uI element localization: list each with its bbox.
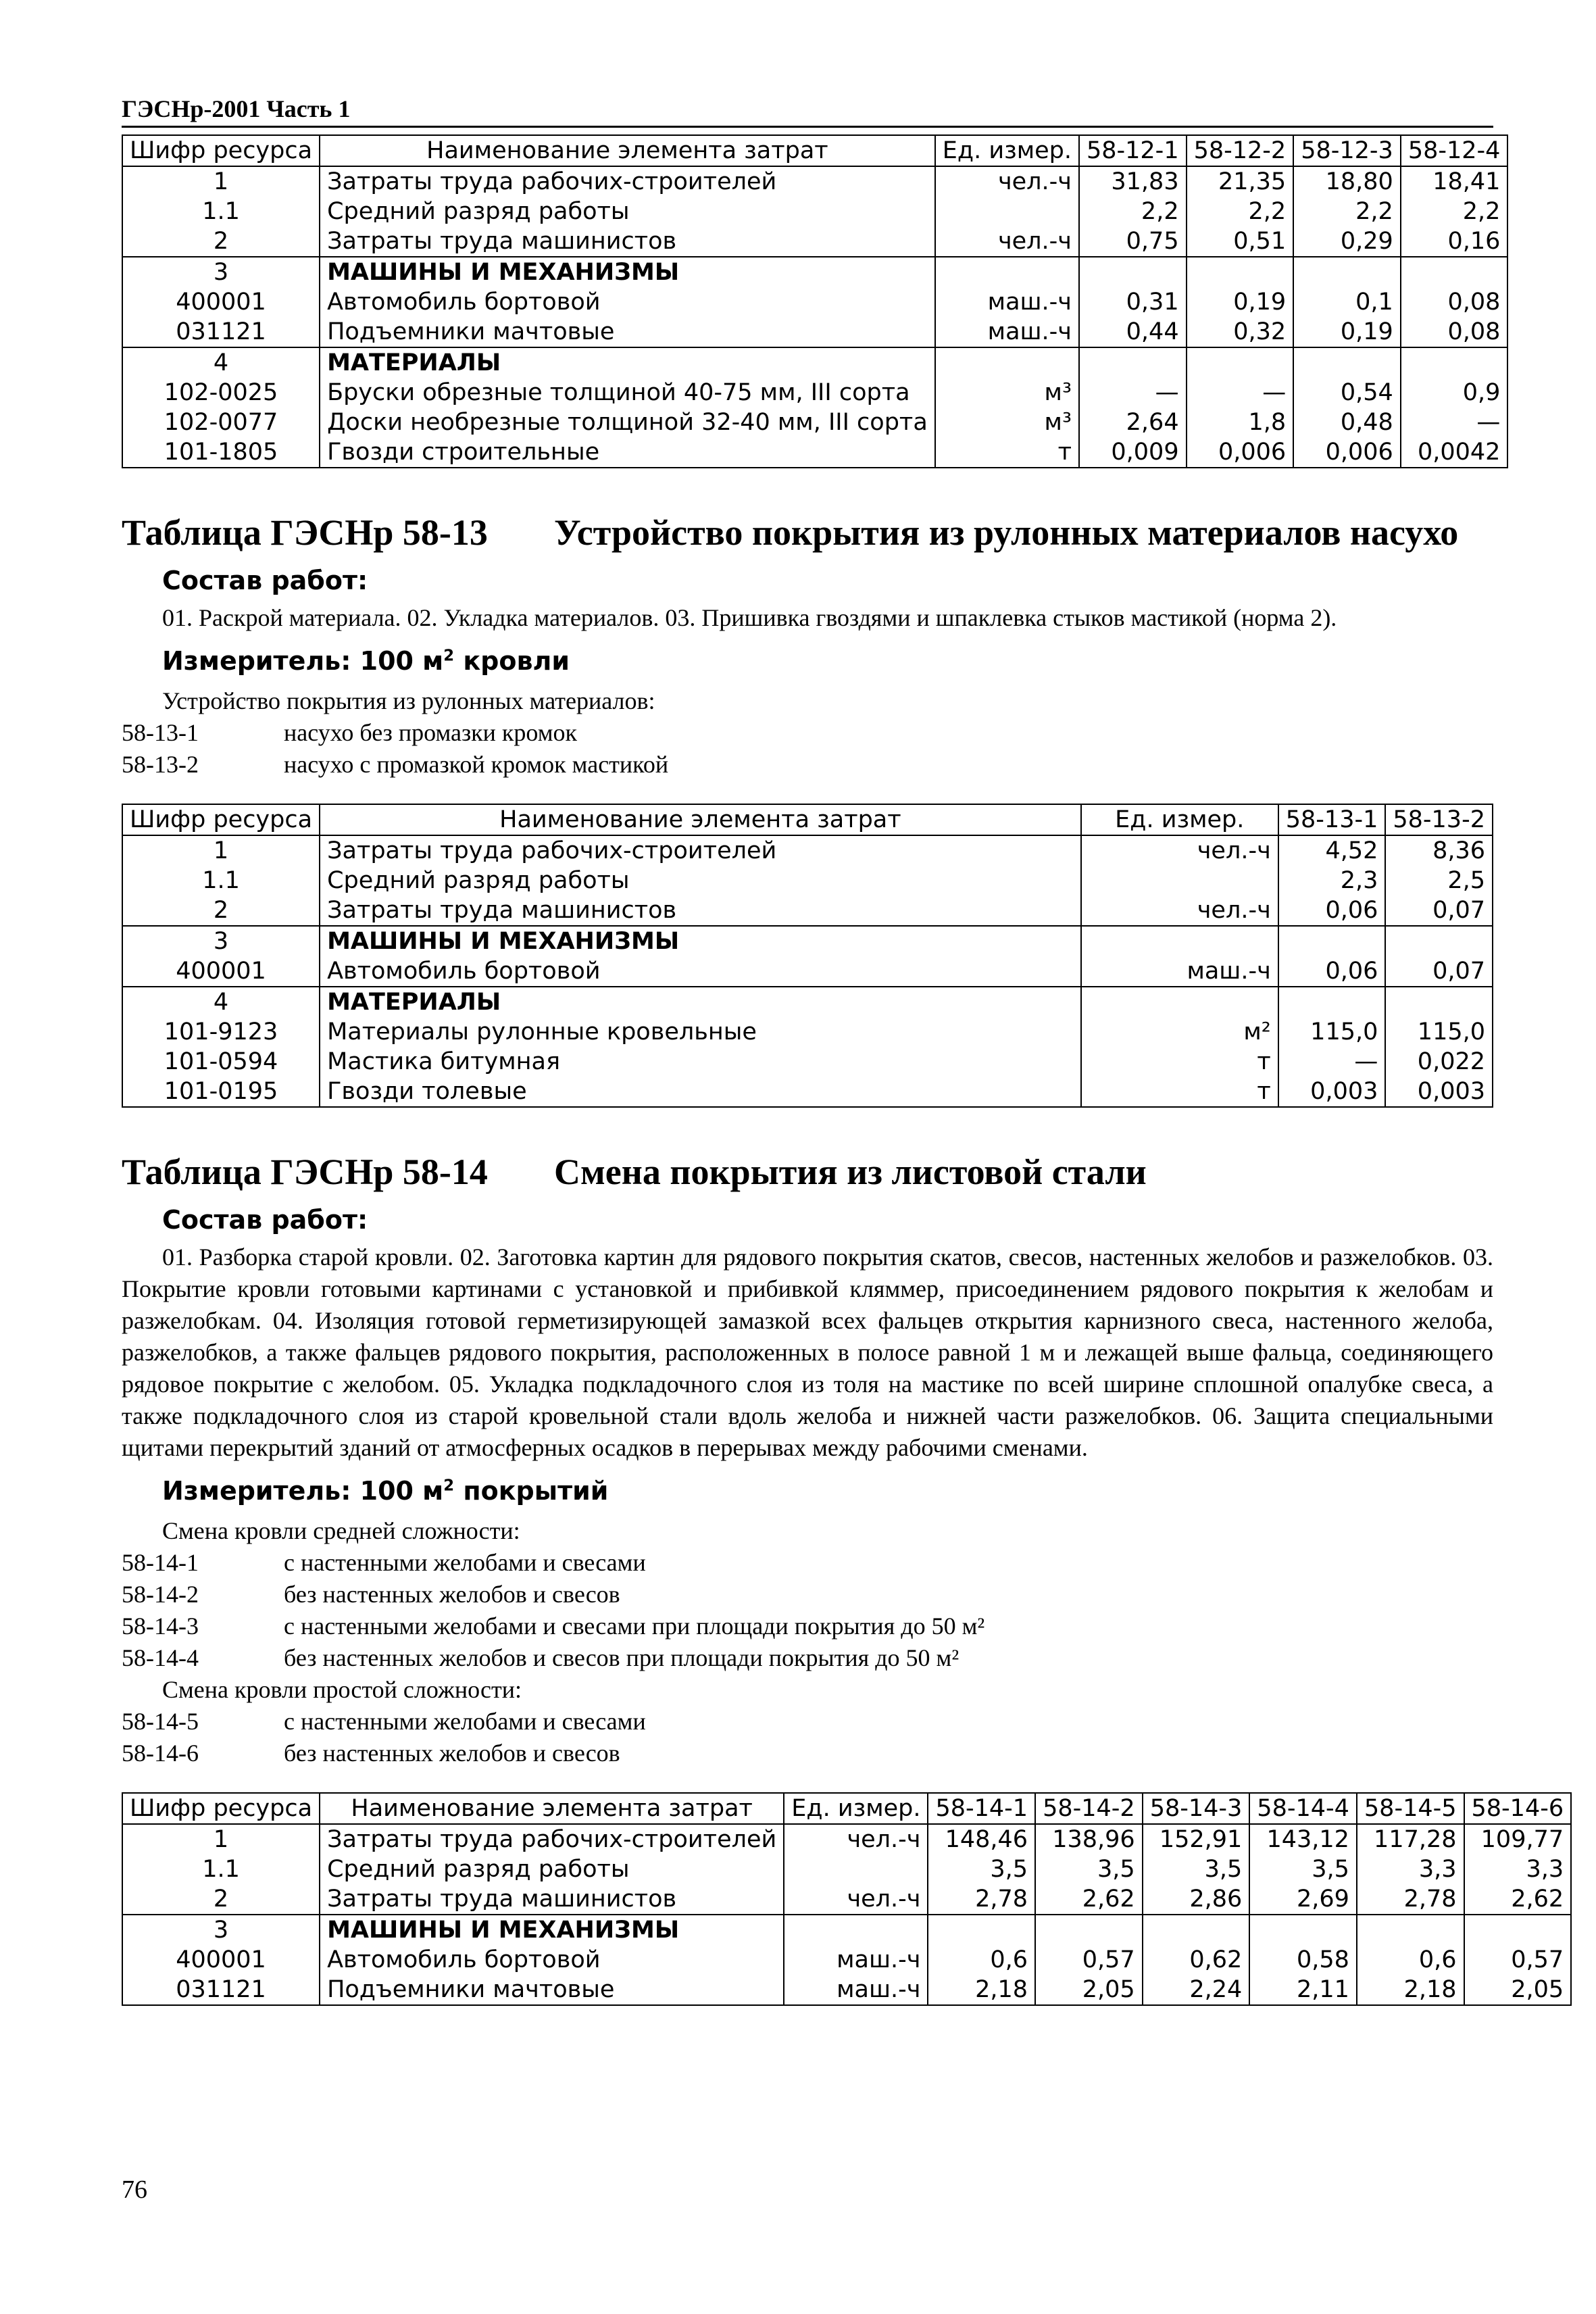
table-row xyxy=(122,866,1493,895)
table-58-12 xyxy=(122,134,1508,468)
table-row xyxy=(122,987,1493,1017)
item-code: 58-14-3 xyxy=(122,1613,199,1640)
table-row xyxy=(122,1975,1571,2005)
norm-value: 0,06 xyxy=(1278,956,1386,987)
unit-of-measure: маш.-ч xyxy=(784,1975,928,2005)
norm-value: 8,36 xyxy=(1385,835,1493,866)
table-58-13 xyxy=(122,804,1493,1108)
norm-value: 2,3 xyxy=(1278,866,1386,895)
cost-element-name: Мастика битумная xyxy=(320,1047,1081,1077)
cost-element-name: Средний разряд работы xyxy=(320,1854,784,1884)
norm-value: 31,83 xyxy=(1079,166,1187,197)
cost-element-name: МАТЕРИАЛЫ xyxy=(320,347,935,378)
cost-element-name: Затраты труда машинистов xyxy=(320,226,935,257)
norm-value: 117,28 xyxy=(1357,1824,1464,1854)
norm-value: 0,1 xyxy=(1293,287,1401,317)
item-list xyxy=(122,1547,1493,1674)
measure-text: Измеритель: 100 м xyxy=(162,646,444,676)
norm-value: 0,48 xyxy=(1293,408,1401,437)
measure-sup: 2 xyxy=(443,1477,455,1495)
work-composition-label: Состав работ: xyxy=(162,566,368,595)
norm-value: 2,24 xyxy=(1143,1975,1250,2005)
unit-of-measure: м² xyxy=(1081,1017,1278,1047)
list-item xyxy=(122,717,1493,749)
table-row xyxy=(122,835,1493,866)
norm-value xyxy=(1079,347,1187,378)
item-text: насухо без промазки кромок xyxy=(284,719,578,746)
table-row xyxy=(122,1854,1571,1884)
norm-value: 0,009 xyxy=(1079,437,1187,468)
unit-of-measure: т xyxy=(1081,1077,1278,1107)
column-header: 58-12-3 xyxy=(1293,135,1401,166)
resource-code: 2 xyxy=(122,1884,320,1915)
norm-value xyxy=(1278,926,1386,956)
column-header: 58-14-3 xyxy=(1143,1793,1250,1824)
measure-text: Измеритель: 100 м xyxy=(162,1476,444,1506)
cost-element-name: Автомобиль бортовой xyxy=(320,956,1081,987)
item-text: насухо с промазкой кромок мастикой xyxy=(284,751,669,778)
norm-value xyxy=(1401,257,1508,287)
norm-value: 0,31 xyxy=(1079,287,1187,317)
column-header: 58-14-2 xyxy=(1035,1793,1143,1824)
norm-value: 2,2 xyxy=(1293,197,1401,226)
norm-value xyxy=(1464,1915,1572,1945)
table-number: Таблица ГЭСНр 58-13 xyxy=(122,512,488,553)
table-row xyxy=(122,287,1507,317)
table-row xyxy=(122,926,1493,956)
norm-value: 0,9 xyxy=(1401,378,1508,408)
norm-value: 0,54 xyxy=(1293,378,1401,408)
norm-value: 109,77 xyxy=(1464,1824,1572,1854)
unit-of-measure: т xyxy=(1081,1047,1278,1077)
table-row xyxy=(122,257,1507,287)
norm-value: 148,46 xyxy=(928,1824,1035,1854)
norm-value xyxy=(1401,347,1508,378)
unit-of-measure xyxy=(935,347,1079,378)
norm-value: 2,86 xyxy=(1143,1884,1250,1915)
norm-value: 18,41 xyxy=(1401,166,1508,197)
column-header: Наименование элемента затрат xyxy=(320,1793,784,1824)
work-composition-text: 01. Разборка старой кровли. 02. Заготовка картин для рядового покрытия скатов, свесов, настенных желобов и разжелобков. 03. Покрытие кровли готовыми картинами с установкой и прибивкой кляммер, присоединением рядового покрытия к желобам и разжелобкам. 04. Изоляция готовой герметизирующей замазкой всех фальцев открытия карнизного свеса, настенного желоба, разжелобков, а также фальцев рядового покрытия, расположенных в полосе равной 1 м и лежащей выше фальца, соединяющего рядовое покрытие с желобом. 05. Укладка подкладочного слоя из толя на мастике по всей ширине сплошной опалубке свеса, а также подкладочного слоя из старой кровельной стали вдоль желоба и нижней части разжелобков. 06. Защита специальными щитами перекрытий зданий от атмосферных осадков в перерывах между рабочими сменами. xyxy=(122,1244,1493,1461)
table-row xyxy=(122,226,1507,257)
cost-element-name: Затраты труда рабочих-строителей xyxy=(320,166,935,197)
list-item xyxy=(122,1642,1493,1674)
unit-of-measure: м³ xyxy=(935,408,1079,437)
norm-value: — xyxy=(1079,378,1187,408)
resource-code: 1.1 xyxy=(122,866,320,895)
norm-value: 0,08 xyxy=(1401,287,1508,317)
norm-value: 115,0 xyxy=(1278,1017,1386,1047)
norm-value xyxy=(1278,987,1386,1017)
table-row xyxy=(122,1017,1493,1047)
norm-value xyxy=(1293,257,1401,287)
item-text: с настенными желобами и свесами xyxy=(284,1549,646,1576)
column-header: 58-14-5 xyxy=(1357,1793,1464,1824)
cost-element-name: Средний разряд работы xyxy=(320,866,1081,895)
measure-label xyxy=(162,1476,1493,1506)
resource-code: 1 xyxy=(122,1824,320,1854)
table-row xyxy=(122,408,1507,437)
table-row xyxy=(122,1884,1571,1915)
items-intro: Устройство покрытия из рулонных материалов: xyxy=(162,687,655,714)
norm-value xyxy=(1293,347,1401,378)
table-row xyxy=(122,197,1507,226)
unit-of-measure: чел.-ч xyxy=(935,166,1079,197)
norm-value: 3,3 xyxy=(1464,1854,1572,1884)
resource-code: 101-9123 xyxy=(122,1017,320,1047)
norm-value: 2,64 xyxy=(1079,408,1187,437)
resource-code: 3 xyxy=(122,257,320,287)
unit-of-measure xyxy=(935,257,1079,287)
table-row xyxy=(122,166,1507,197)
items-intro: Смена кровли простой сложности: xyxy=(162,1676,522,1703)
norm-value: — xyxy=(1401,408,1508,437)
resource-code: 101-1805 xyxy=(122,437,320,468)
norm-value: 2,2 xyxy=(1079,197,1187,226)
resource-code: 400001 xyxy=(122,287,320,317)
unit-of-measure xyxy=(1081,926,1278,956)
list-item xyxy=(122,1579,1493,1610)
resource-code: 031121 xyxy=(122,1975,320,2005)
table-row xyxy=(122,895,1493,926)
norm-value: — xyxy=(1278,1047,1386,1077)
column-header: Ед. измер. xyxy=(935,135,1079,166)
norm-value xyxy=(1187,257,1294,287)
cost-element-name: Бруски обрезные толщиной 40-75 мм, III сорта xyxy=(320,378,935,408)
norm-value: 2,69 xyxy=(1249,1884,1357,1915)
norm-value: 0,07 xyxy=(1385,895,1493,926)
item-text: с настенными желобами и свесами при площади покрытия до 50 м² xyxy=(284,1613,985,1640)
resource-code: 400001 xyxy=(122,1945,320,1975)
item-code: 58-13-1 xyxy=(122,719,199,746)
column-header: 58-12-4 xyxy=(1401,135,1508,166)
resource-code: 4 xyxy=(122,347,320,378)
cost-element-name: Затраты труда машинистов xyxy=(320,895,1081,926)
unit-of-measure xyxy=(1081,987,1278,1017)
work-composition-text: 01. Раскрой материала. 02. Укладка материалов. 03. Пришивка гвоздями и шпаклевка стыков мастикой (норма 2). xyxy=(162,604,1337,631)
unit-of-measure: чел.-ч xyxy=(1081,835,1278,866)
table-row xyxy=(122,1077,1493,1107)
column-header: Шифр ресурса xyxy=(122,804,320,835)
cost-element-name: Гвозди строительные xyxy=(320,437,935,468)
resource-code: 102-0077 xyxy=(122,408,320,437)
table-caption: Устройство покрытия из рулонных материалов насухо xyxy=(554,512,1459,553)
unit-of-measure xyxy=(935,197,1079,226)
norm-value: 138,96 xyxy=(1035,1824,1143,1854)
norm-value xyxy=(1035,1915,1143,1945)
norm-value xyxy=(1143,1915,1250,1945)
norm-value: 0,006 xyxy=(1293,437,1401,468)
norm-value: 1,8 xyxy=(1187,408,1294,437)
unit-of-measure: чел.-ч xyxy=(784,1884,928,1915)
norm-value: 0,6 xyxy=(1357,1945,1464,1975)
norm-value xyxy=(1249,1915,1357,1945)
item-list xyxy=(122,717,1493,781)
item-code: 58-13-2 xyxy=(122,751,199,778)
resource-code: 1.1 xyxy=(122,197,320,226)
norm-value: 0,07 xyxy=(1385,956,1493,987)
list-item xyxy=(122,1547,1493,1579)
resource-code: 4 xyxy=(122,987,320,1017)
norm-value: 2,18 xyxy=(1357,1975,1464,2005)
norm-value: 0,51 xyxy=(1187,226,1294,257)
item-code: 58-14-5 xyxy=(122,1708,199,1735)
norm-value: 0,32 xyxy=(1187,317,1294,347)
unit-of-measure: чел.-ч xyxy=(1081,895,1278,926)
cost-element-name: Автомобиль бортовой xyxy=(320,1945,784,1975)
norm-value: 2,62 xyxy=(1464,1884,1572,1915)
column-header: Наименование элемента затрат xyxy=(320,135,935,166)
norm-value: 3,5 xyxy=(928,1854,1035,1884)
unit-of-measure: маш.-ч xyxy=(935,317,1079,347)
item-text: без настенных желобов и свесов xyxy=(284,1740,620,1767)
norm-value: 0,006 xyxy=(1187,437,1294,468)
cost-element-name: Подъемники мачтовые xyxy=(320,317,935,347)
column-header: 58-13-1 xyxy=(1278,804,1386,835)
unit-of-measure: маш.-ч xyxy=(784,1945,928,1975)
norm-value: 0,16 xyxy=(1401,226,1508,257)
resource-code: 400001 xyxy=(122,956,320,987)
norm-value: 0,58 xyxy=(1249,1945,1357,1975)
cost-element-name: Средний разряд работы xyxy=(320,197,935,226)
table-row xyxy=(122,956,1493,987)
unit-of-measure: маш.-ч xyxy=(935,287,1079,317)
norm-value: 3,3 xyxy=(1357,1854,1464,1884)
norm-value: 2,5 xyxy=(1385,866,1493,895)
item-list xyxy=(122,1706,1493,1769)
cost-element-name: Автомобиль бортовой xyxy=(320,287,935,317)
column-header: Ед. измер. xyxy=(784,1793,928,1824)
item-code: 58-14-4 xyxy=(122,1644,199,1671)
unit-of-measure: маш.-ч xyxy=(1081,956,1278,987)
norm-value: 0,0042 xyxy=(1401,437,1508,468)
item-text: без настенных желобов и свесов при площади покрытия до 50 м² xyxy=(284,1644,959,1671)
measure-tail: покрытий xyxy=(454,1476,609,1506)
norm-value: 115,0 xyxy=(1385,1017,1493,1047)
norm-value: 0,44 xyxy=(1079,317,1187,347)
unit-of-measure: т xyxy=(935,437,1079,468)
resource-code: 3 xyxy=(122,1915,320,1945)
list-item xyxy=(122,1738,1493,1769)
resource-code: 2 xyxy=(122,226,320,257)
norm-value: 2,11 xyxy=(1249,1975,1357,2005)
table-header-row xyxy=(122,804,1493,835)
document-page xyxy=(122,95,1564,2006)
item-code: 58-14-6 xyxy=(122,1740,199,1767)
item-code: 58-14-1 xyxy=(122,1549,199,1576)
table-58-14-title xyxy=(122,1151,1493,1193)
list-item xyxy=(122,749,1493,781)
table-row xyxy=(122,1047,1493,1077)
norm-value xyxy=(1079,257,1187,287)
norm-value: 143,12 xyxy=(1249,1824,1357,1854)
norm-value: 0,6 xyxy=(928,1945,1035,1975)
unit-of-measure xyxy=(784,1854,928,1884)
cost-element-name: Гвозди толевые xyxy=(320,1077,1081,1107)
resource-code: 102-0025 xyxy=(122,378,320,408)
list-item xyxy=(122,1706,1493,1738)
cost-element-name: Затраты труда рабочих-строителей xyxy=(320,835,1081,866)
cost-element-name: Затраты труда рабочих-строителей xyxy=(320,1824,784,1854)
norm-value: 18,80 xyxy=(1293,166,1401,197)
table-row xyxy=(122,1945,1571,1975)
cost-element-name: Доски необрезные толщиной 32-40 мм, III сорта xyxy=(320,408,935,437)
norm-value: 0,19 xyxy=(1293,317,1401,347)
norm-value: 0,75 xyxy=(1079,226,1187,257)
table-row xyxy=(122,317,1507,347)
measure-sup: 2 xyxy=(443,647,455,665)
norm-value xyxy=(1357,1915,1464,1945)
unit-of-measure xyxy=(1081,866,1278,895)
norm-value xyxy=(928,1915,1035,1945)
column-header: 58-14-4 xyxy=(1249,1793,1357,1824)
table-header-row xyxy=(122,1793,1571,1824)
cost-element-name: Затраты труда машинистов xyxy=(320,1884,784,1915)
column-header: 58-12-1 xyxy=(1079,135,1187,166)
item-text: без настенных желобов и свесов xyxy=(284,1581,620,1608)
cost-element-name: Материалы рулонные кровельные xyxy=(320,1017,1081,1047)
norm-value: 0,003 xyxy=(1278,1077,1386,1107)
table-caption: Смена покрытия из листовой стали xyxy=(554,1152,1147,1192)
cost-element-name: МАШИНЫ И МЕХАНИЗМЫ xyxy=(320,257,935,287)
norm-value: 0,29 xyxy=(1293,226,1401,257)
norm-value: 2,78 xyxy=(928,1884,1035,1915)
table-header-row xyxy=(122,135,1507,166)
norm-value: 2,05 xyxy=(1464,1975,1572,2005)
column-header: 58-14-6 xyxy=(1464,1793,1572,1824)
norm-value: 0,19 xyxy=(1187,287,1294,317)
resource-code: 101-0594 xyxy=(122,1047,320,1077)
column-header: 58-12-2 xyxy=(1187,135,1294,166)
cost-element-name: МАШИНЫ И МЕХАНИЗМЫ xyxy=(320,926,1081,956)
table-row xyxy=(122,1824,1571,1854)
column-header: Наименование элемента затрат xyxy=(320,804,1081,835)
norm-value: 2,18 xyxy=(928,1975,1035,2005)
resource-code: 031121 xyxy=(122,317,320,347)
resource-code: 2 xyxy=(122,895,320,926)
norm-value: 2,62 xyxy=(1035,1884,1143,1915)
norm-value xyxy=(1187,347,1294,378)
resource-code: 1 xyxy=(122,835,320,866)
page-number: 76 xyxy=(122,2175,147,2204)
item-text: с настенными желобами и свесами xyxy=(284,1708,646,1735)
norm-value xyxy=(1385,926,1493,956)
table-row xyxy=(122,347,1507,378)
norm-value: 2,2 xyxy=(1401,197,1508,226)
norm-value: 0,08 xyxy=(1401,317,1508,347)
table-row xyxy=(122,378,1507,408)
items-intro: Смена кровли средней сложности: xyxy=(162,1517,520,1544)
column-header: 58-13-2 xyxy=(1385,804,1493,835)
unit-of-measure xyxy=(784,1915,928,1945)
resource-code: 1 xyxy=(122,166,320,197)
resource-code: 101-0195 xyxy=(122,1077,320,1107)
table-number: Таблица ГЭСНр 58-14 xyxy=(122,1152,488,1192)
norm-value: 0,003 xyxy=(1385,1077,1493,1107)
unit-of-measure: чел.-ч xyxy=(784,1824,928,1854)
norm-value: 0,57 xyxy=(1464,1945,1572,1975)
norm-value: — xyxy=(1187,378,1294,408)
column-header: Шифр ресурса xyxy=(122,135,320,166)
norm-value: 0,57 xyxy=(1035,1945,1143,1975)
measure-label xyxy=(162,646,1493,676)
table-58-14 xyxy=(122,1792,1572,2006)
cost-element-name: МАТЕРИАЛЫ xyxy=(320,987,1081,1017)
norm-value: 4,52 xyxy=(1278,835,1386,866)
column-header: Шифр ресурса xyxy=(122,1793,320,1824)
norm-value xyxy=(1385,987,1493,1017)
norm-value: 152,91 xyxy=(1143,1824,1250,1854)
norm-value: 0,62 xyxy=(1143,1945,1250,1975)
cost-element-name: Подъемники мачтовые xyxy=(320,1975,784,2005)
cost-element-name: МАШИНЫ И МЕХАНИЗМЫ xyxy=(320,1915,784,1945)
unit-of-measure: м³ xyxy=(935,378,1079,408)
unit-of-measure: чел.-ч xyxy=(935,226,1079,257)
resource-code: 3 xyxy=(122,926,320,956)
resource-code: 1.1 xyxy=(122,1854,320,1884)
item-code: 58-14-2 xyxy=(122,1581,199,1608)
norm-value: 0,022 xyxy=(1385,1047,1493,1077)
running-header: ГЭСНр-2001 Часть 1 xyxy=(122,95,1493,128)
norm-value: 3,5 xyxy=(1249,1854,1357,1884)
norm-value: 2,05 xyxy=(1035,1975,1143,2005)
norm-value: 0,06 xyxy=(1278,895,1386,926)
measure-tail: кровли xyxy=(454,646,570,676)
norm-value: 3,5 xyxy=(1143,1854,1250,1884)
norm-value: 2,78 xyxy=(1357,1884,1464,1915)
work-composition-label: Состав работ: xyxy=(162,1205,368,1235)
column-header: 58-14-1 xyxy=(928,1793,1035,1824)
list-item xyxy=(122,1610,1493,1642)
table-row xyxy=(122,1915,1571,1945)
norm-value: 2,2 xyxy=(1187,197,1294,226)
table-row xyxy=(122,437,1507,468)
column-header: Ед. измер. xyxy=(1081,804,1278,835)
table-58-13-title xyxy=(122,512,1493,553)
norm-value: 21,35 xyxy=(1187,166,1294,197)
norm-value: 3,5 xyxy=(1035,1854,1143,1884)
